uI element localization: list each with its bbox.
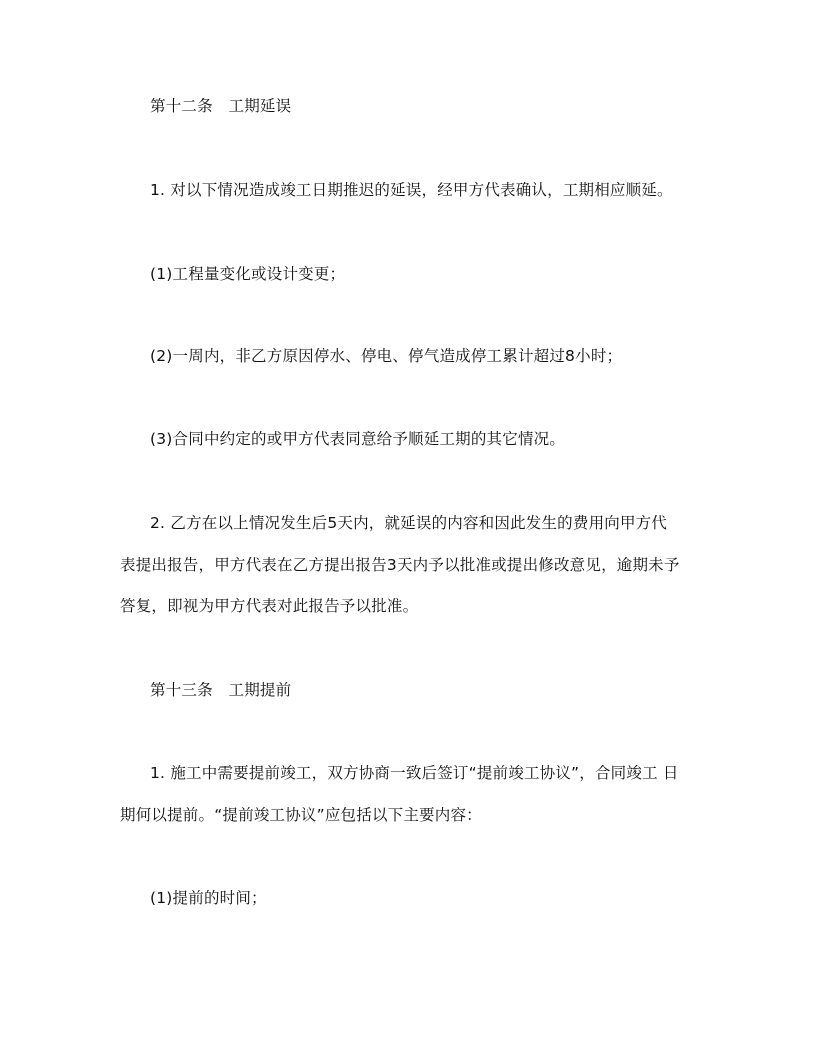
- article-12-item-3: (3)合同中约定的或甲方代表同意给予顺延工期的其它情况。: [150, 430, 566, 448]
- article-12-item-2: (2)一周内，非乙方原因停水、停电、停气造成停工累计超过8小时；: [150, 347, 623, 365]
- article-12-clause-2-line-1: 2. 乙方在以上情况发生后5天内，就延误的内容和因此发生的费用向甲方代: [150, 514, 668, 532]
- article-13-clause-1-line-1: 1. 施工中需要提前竣工，双方协商一致后签订“提前竣工协议”，合同竣工 日: [150, 764, 679, 782]
- article-13-item-1: (1)提前的时间；: [150, 889, 267, 907]
- article-12-clause-2-line-2: 表提出报告，甲方代表在乙方提出报告3天内予以批准或提出修改意见，逾期未予: [120, 556, 680, 574]
- article-12-heading: 第十二条 工期延误: [150, 97, 292, 115]
- article-12-clause-2-line-3: 答复，即视为甲方代表对此报告予以批准。: [120, 597, 419, 615]
- article-12-clause-1: 1. 对以下情况造成竣工日期推迟的延误，经甲方代表确认，工期相应顺延。: [150, 181, 673, 199]
- article-12-item-1: (1)工程量变化或设计变更；: [150, 265, 346, 283]
- article-13-clause-1-line-2: 期何以提前。“提前竣工协议”应包括以下主要内容：: [120, 806, 482, 824]
- article-13-heading: 第十三条 工期提前: [150, 681, 292, 699]
